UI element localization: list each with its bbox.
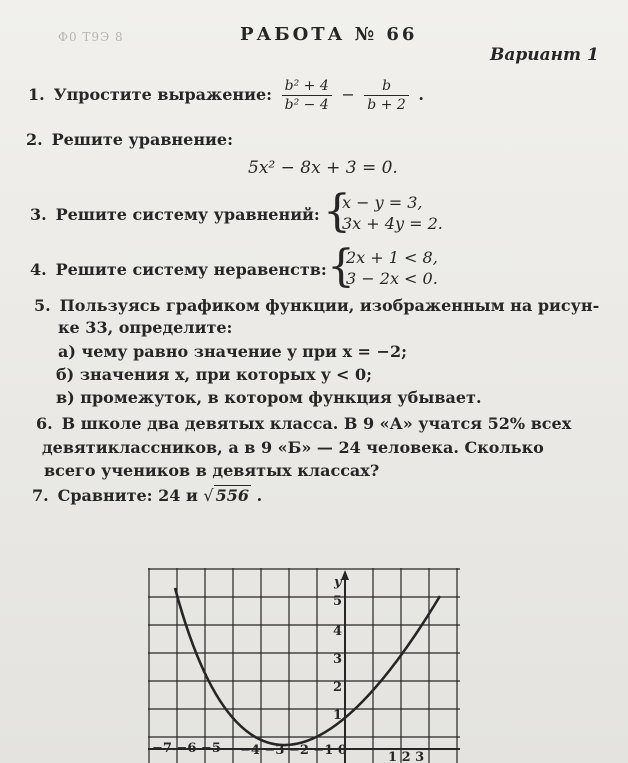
system-brace: { — [323, 186, 351, 237]
x-ticks-middle: −4 −3 −2 −1 0 — [240, 743, 347, 758]
parabola-curve — [175, 588, 440, 745]
task-text: Упростите выражение: — [53, 85, 273, 104]
period: . — [418, 85, 424, 104]
fraction-2 — [364, 78, 409, 113]
task-number: 4. — [30, 260, 47, 279]
y-tick: 3 — [333, 652, 343, 667]
stamp-smudge: Ф0 Т9Э 8 — [58, 30, 124, 44]
task-5-line-2: ке 33, определите: — [58, 318, 233, 337]
system-equations — [342, 192, 443, 234]
sqrt-sign: √ — [203, 486, 214, 505]
task-number: 1. — [28, 85, 45, 104]
task-5-a: а) чему равно значение y при x = −2; — [58, 342, 407, 361]
y-axis-arrow — [341, 570, 349, 580]
equation-line: x − y = 3, — [342, 193, 423, 212]
task-6-line-3: всего учеников в девятых классах? — [44, 461, 380, 480]
fraction-denominator: b + 2 — [367, 97, 406, 113]
x-ticks-left: −7 −6 −5 — [152, 741, 221, 756]
task-text: Пользуясь графиком функции, изображенным на рисун- — [59, 296, 600, 315]
grid — [148, 568, 460, 763]
period: . — [256, 486, 263, 505]
y-tick: 2 — [333, 680, 343, 695]
graph-svg — [148, 568, 460, 763]
task-text: Решите уравнение: — [51, 130, 233, 149]
equation: 5x² − 8x + 3 = 0. — [248, 158, 398, 178]
task-number: 6. — [36, 414, 53, 433]
function-graph — [148, 568, 460, 763]
task-2 — [26, 130, 233, 149]
y-tick: 5 — [333, 594, 343, 609]
equation-line: 3x + 4y = 2. — [342, 214, 443, 233]
variant-label: Вариант 1 — [490, 45, 599, 65]
task-text: В школе два девятых класса. В 9 «А» учатся 52% всех — [61, 414, 572, 433]
sqrt-radicand: 556 — [215, 486, 250, 505]
fraction-denominator: b² − 4 — [284, 97, 329, 113]
task-1 — [28, 78, 424, 113]
fraction-numerator: b — [364, 78, 409, 96]
fraction-1 — [282, 78, 332, 113]
task-5-c: в) промежуток, в котором функция убывает. — [56, 388, 482, 407]
x-ticks-right: 1 2 3 — [388, 750, 425, 763]
task-6 — [36, 414, 571, 433]
page-title: РАБОТА № 66 — [240, 24, 418, 45]
y-tick: 4 — [333, 624, 343, 639]
y-tick: 1 — [333, 708, 343, 723]
minus-sign: − — [341, 85, 355, 104]
task-number: 3. — [30, 205, 47, 224]
task-7 — [32, 486, 262, 505]
task-number: 5. — [34, 296, 51, 315]
task-5-b: б) значения x, при которых y < 0; — [56, 365, 373, 384]
inequality-line: 3 − 2x < 0. — [346, 269, 438, 288]
task-5 — [34, 296, 599, 315]
system-brace: { — [327, 241, 355, 292]
task-text: Сравните: 24 и — [57, 486, 198, 505]
system-inequalities — [346, 247, 438, 289]
task-text: Решите систему уравнений: — [55, 205, 320, 224]
task-4 — [30, 260, 327, 279]
fraction-numerator: b² + 4 — [282, 78, 332, 96]
task-6-line-2: девятиклассников, а в 9 «Б» — 24 человека. Сколько — [42, 438, 544, 457]
task-3 — [30, 205, 320, 224]
y-axis-label: y — [334, 575, 342, 590]
inequality-line: 2x + 1 < 8, — [346, 248, 438, 267]
task-text: Решите систему неравенств: — [55, 260, 327, 279]
task-number: 7. — [32, 486, 49, 505]
task-number: 2. — [26, 130, 43, 149]
